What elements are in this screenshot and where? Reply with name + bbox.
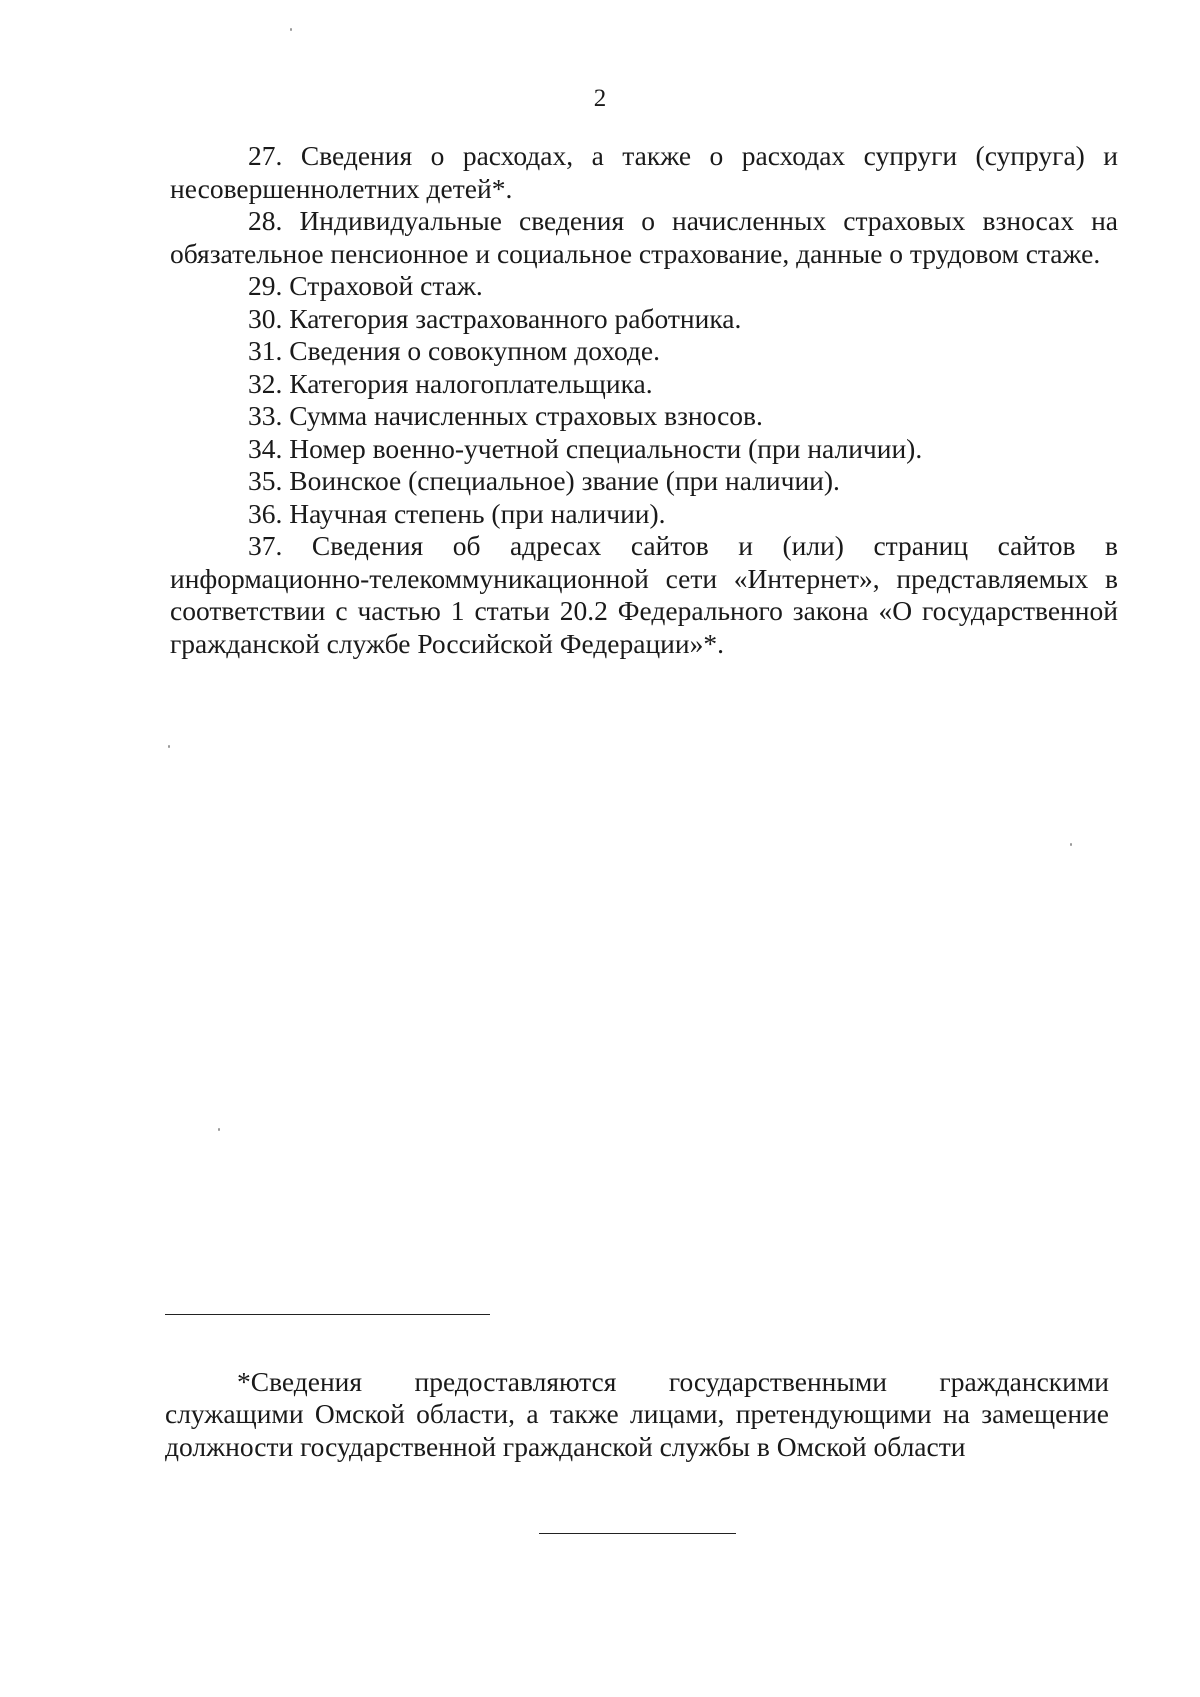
page-number: 2	[593, 85, 607, 112]
scan-speck	[290, 28, 292, 31]
scan-speck	[168, 745, 170, 748]
list-item: 29. Страховой стаж.	[248, 270, 483, 301]
list-item: 32. Категория налогоплательщика.	[248, 367, 653, 399]
scan-speck	[1070, 843, 1072, 846]
list-item: 30. Категория застрахованного работника.	[248, 302, 742, 334]
list-item: 35. Воинское (специальное) звание (при наличии).	[248, 465, 840, 496]
list-item: 33. Сумма начисленных страховых взносов.	[248, 400, 763, 431]
footnote-text: *Сведения предоставляются государственными гражданскими служащими Омской области, а также лицами, претендующими на замещение должности государственной гражданской службы в Омской области	[165, 1365, 1109, 1462]
list-item: 31. Сведения о совокупном доходе.	[248, 335, 660, 366]
list-item: 28. Индивидуальные сведения о начисленных страховых взносах на обязательное пенсионное и социальное страхование, данные о трудовом стаже.	[170, 205, 1118, 269]
list-item: 34. Номер военно-учетной специальности (при наличии).	[248, 432, 923, 464]
list-item: 27. Сведения о расходах, а также о расходах супруги (супруга) и несовершеннолетних детей*.	[170, 140, 1118, 204]
list-of-items	[170, 140, 1118, 660]
list-item: 36. Научная степень (при наличии).	[248, 497, 666, 529]
end-of-document-rule	[539, 1533, 736, 1534]
scan-speck	[218, 1128, 220, 1131]
list-item: 37. Сведения об адресах сайтов и (или) страниц сайтов в информационно-телекоммуникационной сети «Интернет», представляемых в соответствии с частью 1 статьи 20.2 Федерального закона «О государственной гражданской службе Российской Федерации»*.	[170, 530, 1118, 659]
footnote-divider	[165, 1314, 490, 1315]
